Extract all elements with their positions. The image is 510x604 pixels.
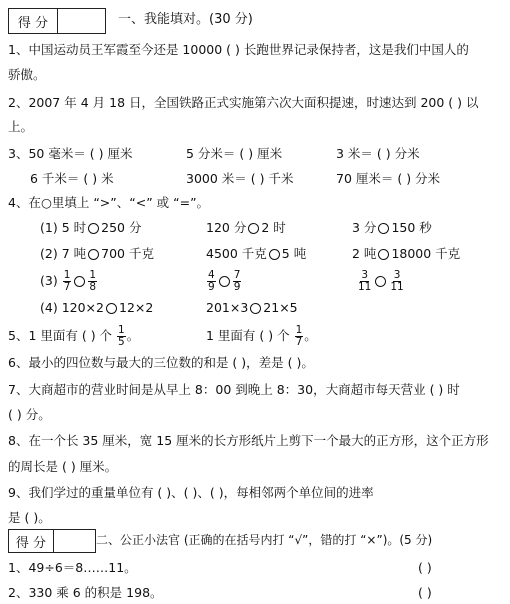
q4-r1-c-left: 3 分 bbox=[352, 220, 377, 235]
question-3-r1-a: 3、50 毫米＝ ( ) 厘米 bbox=[8, 146, 133, 161]
q4-r3-label: (3) bbox=[40, 273, 58, 288]
score-blank[interactable] bbox=[54, 530, 95, 552]
q5-b-text: 1 里面有 ( ) 个 bbox=[206, 328, 290, 343]
fraction bbox=[117, 325, 126, 348]
question-5-b bbox=[206, 321, 317, 351]
question-3-r2-c: 70 厘米＝ ( ) 分米 bbox=[336, 171, 441, 186]
q4-r2-b-left: 4500 千克 bbox=[206, 246, 267, 261]
compare-circle[interactable] bbox=[74, 276, 85, 287]
question-3-r2-a: 6 千米＝ ( ) 米 bbox=[30, 171, 114, 186]
q4-r4-a-right: 12×2 bbox=[119, 300, 154, 315]
q4-r2-a-left: 7 吨 bbox=[61, 246, 87, 261]
fraction bbox=[357, 270, 372, 293]
denominator: 5 bbox=[118, 336, 125, 348]
q4-r4-label: (4) bbox=[40, 300, 58, 315]
question-3-r1-b: 5 分米＝ ( ) 厘米 bbox=[186, 146, 283, 161]
numerator: 1 bbox=[295, 324, 303, 336]
q4-r2-b-right: 5 吨 bbox=[281, 246, 307, 261]
compare-circle[interactable] bbox=[88, 249, 99, 260]
numerator: 1 bbox=[89, 269, 97, 281]
q5-a-end: 。 bbox=[126, 328, 140, 343]
judge-1-text: 1、49÷6＝8……11。 bbox=[8, 560, 137, 575]
compare-circle[interactable] bbox=[219, 276, 230, 287]
score-blank[interactable] bbox=[58, 9, 105, 33]
section-title: 二、公正小法官 (正确的在括号内打 “√”，错的打 “×”)。(5 分) bbox=[96, 533, 433, 547]
compare-circle[interactable] bbox=[106, 303, 117, 314]
numerator: 4 bbox=[208, 269, 215, 281]
compare-circle[interactable] bbox=[250, 303, 261, 314]
denominator: 7 bbox=[295, 336, 303, 348]
denominator: 11 bbox=[358, 281, 372, 293]
compare-circle[interactable] bbox=[378, 223, 389, 234]
q4-r4-b bbox=[206, 300, 298, 316]
q4-r1-label: (1) bbox=[40, 220, 58, 235]
q4-r4-b-left: 201×3 bbox=[206, 300, 249, 315]
compare-circle[interactable] bbox=[378, 249, 389, 260]
q4-r2-b bbox=[206, 246, 306, 262]
question-2-line2: 上。 bbox=[8, 119, 34, 134]
q4-r3-c bbox=[356, 266, 406, 296]
q4-r3-b bbox=[206, 266, 242, 296]
score-label: 得 分 bbox=[9, 9, 58, 33]
q4-r2-c-right: 18000 千克 bbox=[391, 246, 461, 261]
question-6: 6、最小的四位数与最大的三位数的和是 ( )，差是 ( )。 bbox=[8, 355, 314, 370]
q4-r2-c-left: 2 吨 bbox=[352, 246, 377, 261]
section-title: 一、我能填对。(30 分) bbox=[118, 12, 253, 27]
denominator: 11 bbox=[390, 281, 404, 293]
question-3-r1-c: 3 米＝ ( ) 分米 bbox=[336, 146, 420, 161]
question-7-line2: ( ) 分。 bbox=[8, 407, 51, 422]
fraction bbox=[389, 270, 404, 293]
q4-r4-a bbox=[40, 300, 153, 316]
denominator: 8 bbox=[89, 281, 97, 293]
judge-2-paren[interactable]: ( ) bbox=[418, 585, 432, 600]
compare-circle[interactable] bbox=[269, 249, 280, 260]
fraction bbox=[63, 270, 72, 293]
question-7-line1: 7、大商超市的营业时间是从早上 8：00 到晚上 8：30，大商超市每天营业 ( ) 时 bbox=[8, 382, 460, 397]
compare-circle[interactable] bbox=[248, 223, 259, 234]
score-box bbox=[8, 8, 106, 34]
question-1-line2: 骄傲。 bbox=[8, 67, 46, 82]
compare-circle[interactable] bbox=[375, 276, 386, 287]
denominator: 9 bbox=[233, 281, 241, 293]
numerator: 1 bbox=[63, 269, 71, 281]
question-1-line1: 1、中国运动员王军霞至今还是 10000 ( ) 长跑世界记录保持者，这是我们中国人的 bbox=[8, 42, 469, 57]
q4-r1-b bbox=[206, 220, 286, 236]
q4-r1-b-left: 120 分 bbox=[206, 220, 247, 235]
q4-r2-c bbox=[352, 246, 460, 262]
judge-1-paren[interactable]: ( ) bbox=[418, 560, 432, 575]
fraction bbox=[207, 270, 216, 293]
question-3-r2-b: 3000 米＝ ( ) 千米 bbox=[186, 171, 294, 186]
question-8-line1: 8、在一个长 35 厘米，宽 15 厘米的长方形纸片上剪下一个最大的正方形，这个正方形 bbox=[8, 433, 489, 448]
question-2-line1: 2、2007 年 4 月 18 日，全国铁路正式实施第六次大面积提速，时速达到 200 ( ) 以 bbox=[8, 95, 479, 110]
question-8-line2: 的周长是 ( ) 厘米。 bbox=[8, 459, 118, 474]
question-9-line1: 9、我们学过的重量单位有 ( )、( )、( )，每相邻两个单位间的进率 bbox=[8, 485, 374, 500]
q4-r3-a bbox=[40, 266, 98, 296]
question-9-line2: 是 ( )。 bbox=[8, 510, 51, 525]
q4-r1-c bbox=[352, 220, 432, 236]
denominator: 9 bbox=[208, 281, 215, 293]
q4-r2-a-right: 700 千克 bbox=[101, 246, 154, 261]
fraction bbox=[88, 270, 97, 293]
fraction bbox=[295, 325, 304, 348]
q4-r1-b-right: 2 时 bbox=[261, 220, 286, 235]
compare-circle[interactable] bbox=[88, 223, 99, 234]
q4-r1-a-right: 250 分 bbox=[101, 220, 142, 235]
q4-r4-a-left: 120×2 bbox=[61, 300, 104, 315]
numerator: 7 bbox=[233, 269, 241, 281]
numerator: 3 bbox=[361, 269, 369, 281]
question-4-title: 4、在○里填上 “>”、“<” 或 “=”。 bbox=[8, 195, 210, 210]
q5-b-end: 。 bbox=[304, 328, 317, 343]
q4-r1-a-left: 5 时 bbox=[61, 220, 87, 235]
q4-r2-label: (2) bbox=[40, 246, 58, 261]
q4-r1-c-right: 150 秒 bbox=[391, 220, 432, 235]
denominator: 7 bbox=[63, 281, 71, 293]
judge-2-text: 2、330 乘 6 的积是 198。 bbox=[8, 585, 163, 600]
fraction bbox=[233, 270, 242, 293]
numerator: 3 bbox=[393, 269, 401, 281]
score-label: 得 分 bbox=[9, 530, 54, 552]
numerator: 1 bbox=[118, 324, 125, 336]
q4-r1-a bbox=[40, 220, 141, 236]
q4-r4-b-right: 21×5 bbox=[263, 300, 298, 315]
question-5-a bbox=[8, 321, 139, 351]
q5-a-text: 5、1 里面有 ( ) 个 bbox=[8, 328, 113, 343]
score-box bbox=[8, 529, 96, 553]
q4-r2-a bbox=[40, 246, 154, 262]
